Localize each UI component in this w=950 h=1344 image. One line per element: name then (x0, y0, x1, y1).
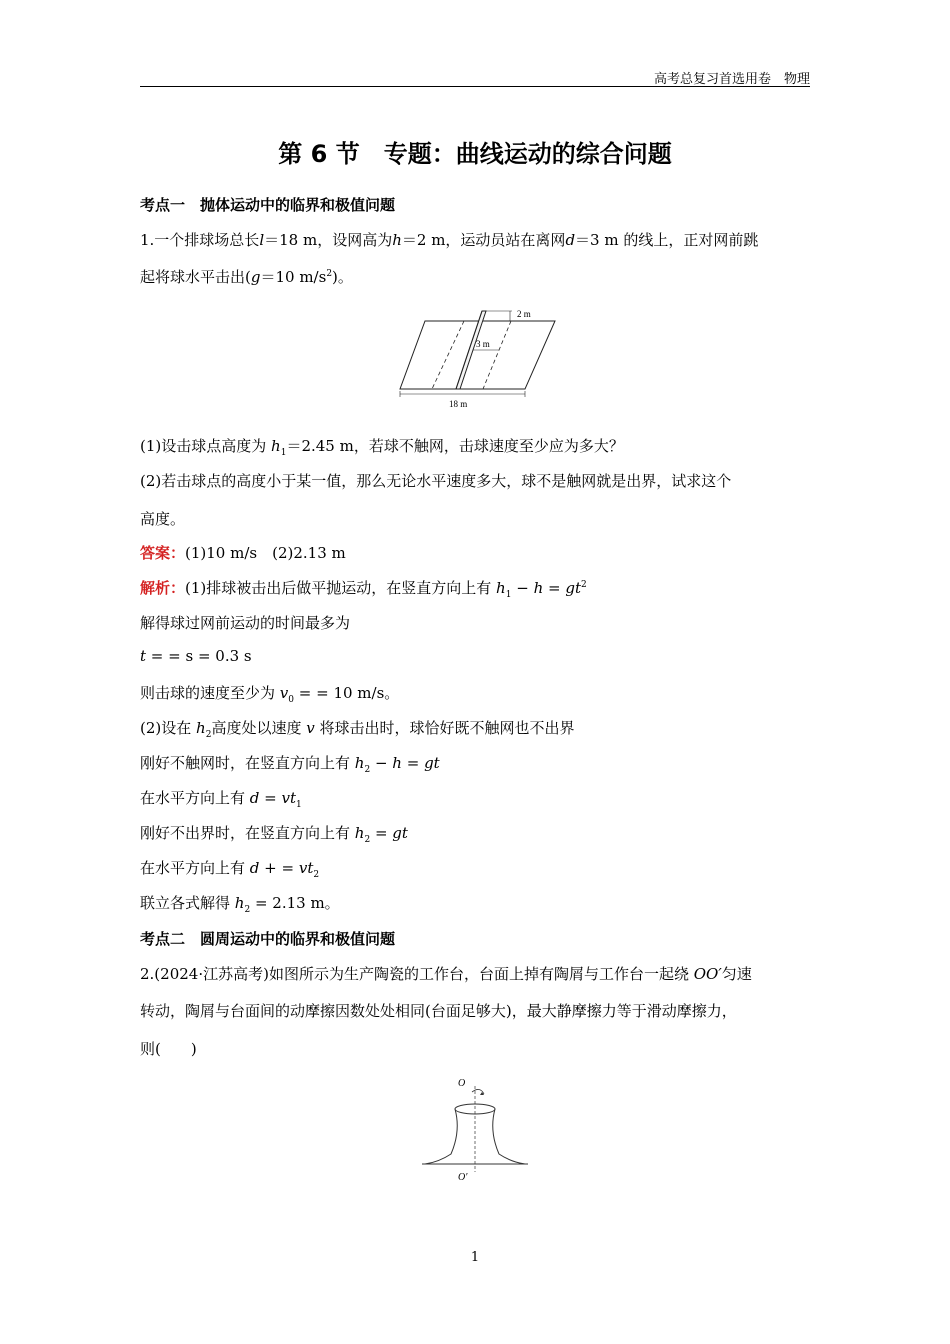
q1-sub2-line2: 高度。 (140, 510, 186, 528)
q2-line3: 则( ) (140, 1040, 197, 1058)
label-3m: 3 m (476, 339, 490, 349)
analysis-line5: (2)设在 $h_2$高度处以速度 v 将球击出时，球恰好既不触网也不出界 (140, 719, 575, 740)
q2-line1: 2.(2024·江苏高考)如图所示为生产陶瓷的工作台，台面上掉有陶屑与工作台一起绕 OO′匀速 (140, 965, 752, 983)
header-rule (140, 86, 810, 87)
pottery-wheel-figure (420, 1072, 530, 1184)
analysis-line8: 刚好不出界时，在竖直方向上有 $h_2$ = gt (140, 824, 408, 845)
answer-line: 答案：(1)10 m/s (2)2.13 m (140, 544, 346, 562)
attack-line-right (483, 321, 511, 389)
section2-heading: 考点二 圆周运动中的临界和极值问题 (140, 930, 396, 948)
analysis-line4: 则击球的速度至少为 $v_0$ = = 10 m/s。 (140, 684, 400, 705)
label-2m: 2 m (517, 309, 531, 319)
court-figure (395, 305, 560, 415)
q1-line1: 1.一个排球场总长l＝18 m，设网高为h＝2 m，运动员站在离网d＝3 m 的线上，正对网前跳 (140, 231, 759, 249)
analysis-line2: 解得球过网前运动的时间最多为 (140, 614, 351, 632)
analysis-line1: 解析：(1)排球被击出后做平抛运动，在竖直方向上有 $h_1 - h = gt^2$ (140, 579, 587, 600)
q1-sub1: (1)设击球点高度为 $h_1=2.45$ m，若球不触网，击球速度至少应为多大？ (140, 437, 624, 458)
analysis-line10: 联立各式解得 $h_2 = 2.13$ m。 (140, 894, 340, 915)
analysis-line6: 刚好不触网时，在竖直方向上有 $h_2 - h$ = gt (140, 754, 440, 775)
analysis-line3: t = = s = 0.3 s (140, 647, 252, 665)
page-number: 1 (470, 1250, 480, 1265)
section1-heading: 考点一 抛体运动中的临界和极值问题 (140, 196, 396, 214)
q2-line2: 转动，陶屑与台面间的动摩擦因数处处相同(台面足够大)，最大静摩擦力等于滑动摩擦力， (140, 1002, 737, 1020)
label-o-prime: O′ (458, 1172, 468, 1183)
label-18m: 18 m (449, 399, 468, 409)
analysis-line7: 在水平方向上有 $d = vt_1$ (140, 789, 302, 810)
page-title: 第 6 节 专题：曲线运动的综合问题 (278, 140, 672, 168)
analysis-line9: 在水平方向上有 d + = $vt_2$ (140, 859, 320, 880)
q1-sub2-line1: (2)若击球点的高度小于某一值，那么无论水平速度多大，球不是触网就是出界，试求这个 (140, 472, 732, 490)
page-header: 高考总复习首选用卷 物理 (653, 72, 810, 87)
q1-line2: 起将球水平击出(g＝10 $m/s^2$)。 (140, 268, 353, 286)
label-o: O (458, 1078, 466, 1089)
